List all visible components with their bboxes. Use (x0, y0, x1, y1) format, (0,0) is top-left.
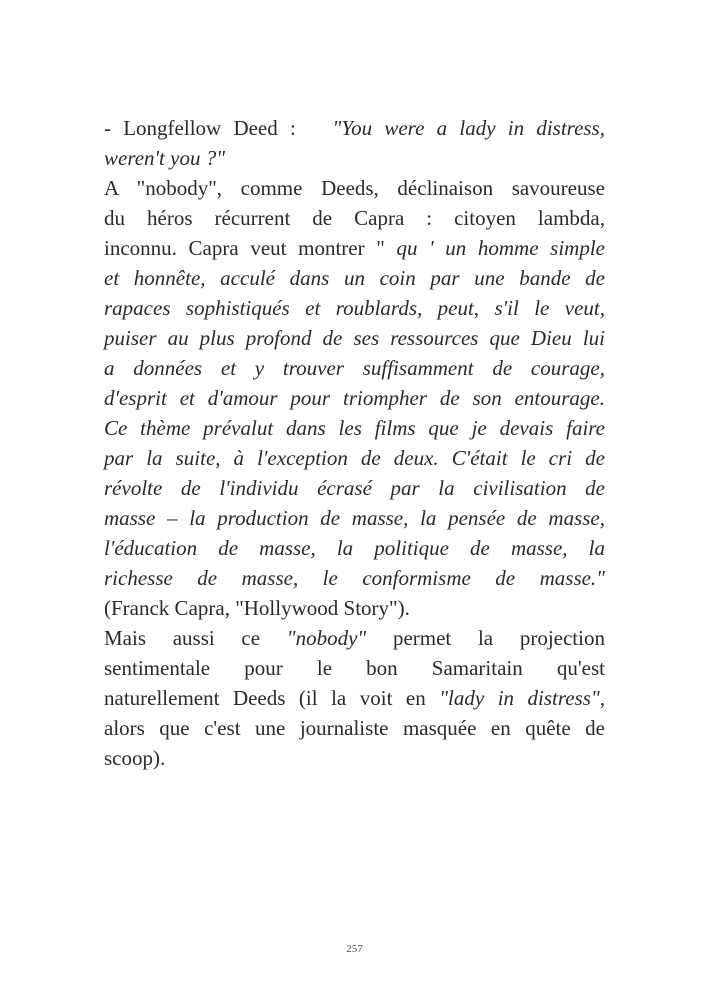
text-segment: sentimentale pour le bon Samaritain qu'est (104, 656, 605, 680)
italic-quote-segment: révolte de l'individu écrasé par la civilisation de (104, 476, 605, 500)
text-line (104, 263, 605, 293)
italic-quote-segment: et honnête, acculé dans un coin par une bande de (104, 266, 605, 290)
text-line (104, 353, 605, 383)
text-segment: permet la projection (366, 626, 605, 650)
italic-quote-segment: rapaces sophistiqués et roublards, peut, s'il le veut, (104, 296, 605, 320)
text-line (104, 503, 605, 533)
text-segment: (Franck Capra, "Hollywood Story"). (104, 596, 410, 620)
text-line (104, 563, 605, 593)
italic-quote-segment: par la suite, à l'exception de deux. C'était le cri de (104, 446, 605, 470)
italic-quote-segment: "You were a lady in distress, (332, 116, 605, 140)
italic-quote-segment: Ce thème prévalut dans les films que je devais faire (104, 416, 605, 440)
text-segment: - Longfellow Deed : (104, 116, 333, 140)
text-segment: Mais aussi ce (104, 626, 287, 650)
italic-quote-segment: "nobody" (286, 626, 367, 650)
text-line (104, 623, 605, 653)
text-line (104, 143, 605, 173)
text-segment: naturellement Deeds (il la voit en (104, 686, 440, 710)
text-line (104, 293, 605, 323)
text-segment: , (599, 686, 605, 710)
italic-quote-segment: "lady in distress" (439, 686, 600, 710)
body-text (104, 113, 605, 773)
text-line (104, 533, 605, 563)
italic-quote-segment: masse – la production de masse, la pensée de masse, (104, 506, 605, 530)
text-line (104, 743, 605, 773)
text-segment: A "nobody", comme Deeds, déclinaison savoureuse (104, 176, 605, 200)
page-number: 257 (346, 943, 363, 955)
text-segment: du héros récurrent de Capra : citoyen lambda, (104, 206, 605, 230)
text-line (104, 653, 605, 683)
text-line (104, 443, 605, 473)
text-line (104, 113, 605, 143)
text-line (104, 173, 605, 203)
italic-quote-segment: qu ' un homme simple (396, 236, 605, 260)
italic-quote-segment: a données et y trouver suffisamment de courage, (104, 356, 605, 380)
text-segment: scoop). (104, 746, 166, 770)
text-line (104, 683, 605, 713)
text-line (104, 593, 605, 623)
text-line (104, 203, 605, 233)
text-line (104, 413, 605, 443)
italic-quote-segment: weren't you ?" (104, 146, 226, 170)
italic-quote-segment: richesse de masse, le conformisme de masse." (104, 566, 605, 590)
text-line (104, 473, 605, 503)
text-segment: alors que c'est une journaliste masquée en quête de (104, 716, 605, 740)
text-line (104, 383, 605, 413)
text-line (104, 233, 605, 263)
text-segment: inconnu. Capra veut montrer " (104, 236, 397, 260)
text-line (104, 713, 605, 743)
text-line (104, 323, 605, 353)
italic-quote-segment: l'éducation de masse, la politique de masse, la (104, 536, 605, 560)
italic-quote-segment: d'esprit et d'amour pour triompher de son entourage. (104, 386, 605, 410)
italic-quote-segment: puiser au plus profond de ses ressources que Dieu lui (104, 326, 605, 350)
